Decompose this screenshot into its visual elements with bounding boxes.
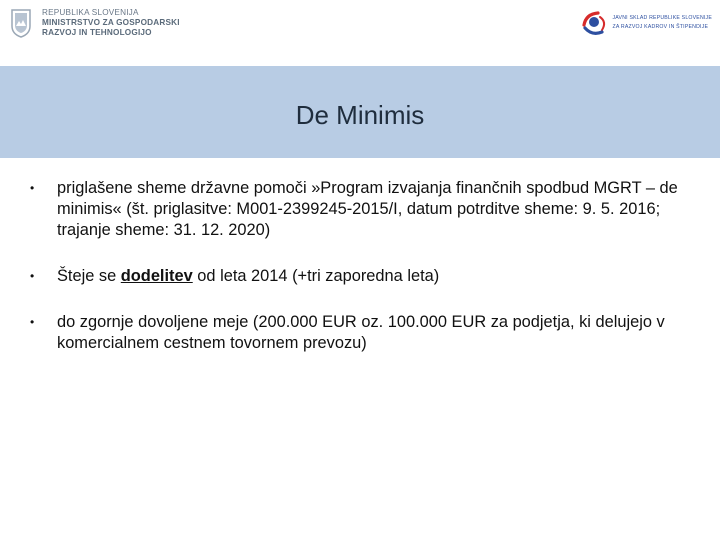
bullet-item-1: [30, 178, 690, 241]
slide-header: [0, 0, 720, 66]
ministry-logo: [10, 8, 180, 38]
ministry-name: [42, 8, 180, 38]
agency-line-1: JAVNI SKLAD REPUBLIKE SLOVENIJE: [612, 15, 712, 21]
bullet-marker: •: [30, 315, 35, 329]
slide-title: De Minimis: [295, 100, 425, 130]
bullet-item-2: [30, 266, 690, 287]
agency-line-2: ZA RAZVOJ KADROV IN ŠTIPENDIJE: [612, 24, 709, 30]
agency-name: [612, 14, 712, 32]
bullet-text-1: priglašene sheme državne pomoči »Program izvajanja finančnih spodbud MGRT – de minimis« (št. priglasitve: M001-2399245-2015/I, datum potrditve sheme: 9. 5. 2016; trajanje sheme: 31. 12. 2020): [57, 179, 678, 239]
bullet-marker: •: [30, 181, 35, 195]
bullet-text-2: [57, 266, 690, 287]
ministry-line-3: RAZVOJ IN TEHNOLOGIJO: [42, 28, 152, 37]
bullet-text-2-underlined: dodelitev: [120, 267, 193, 285]
ministry-line-1: REPUBLIKA SLOVENIJA: [42, 8, 139, 17]
bullet-text-2-post: od leta 2014 (+tri zaporedna leta): [192, 267, 440, 285]
slovenia-crest-icon: [10, 8, 32, 38]
bullet-item-3: [30, 312, 690, 354]
agency-swirl-icon: [580, 8, 610, 38]
ministry-line-2: MINISTRSTVO ZA GOSPODARSKI: [42, 18, 180, 27]
agency-logo: [580, 8, 712, 38]
bullet-list: [30, 178, 690, 354]
bullet-text-3: do zgornje dovoljene meje (200.000 EUR oz. 100.000 EUR za podjetja, ki delujejo v komercialnem cestnem tovornem prevozu): [57, 313, 665, 352]
bullet-text-2-pre: Šteje se: [57, 267, 121, 285]
bullet-marker: •: [30, 269, 35, 283]
